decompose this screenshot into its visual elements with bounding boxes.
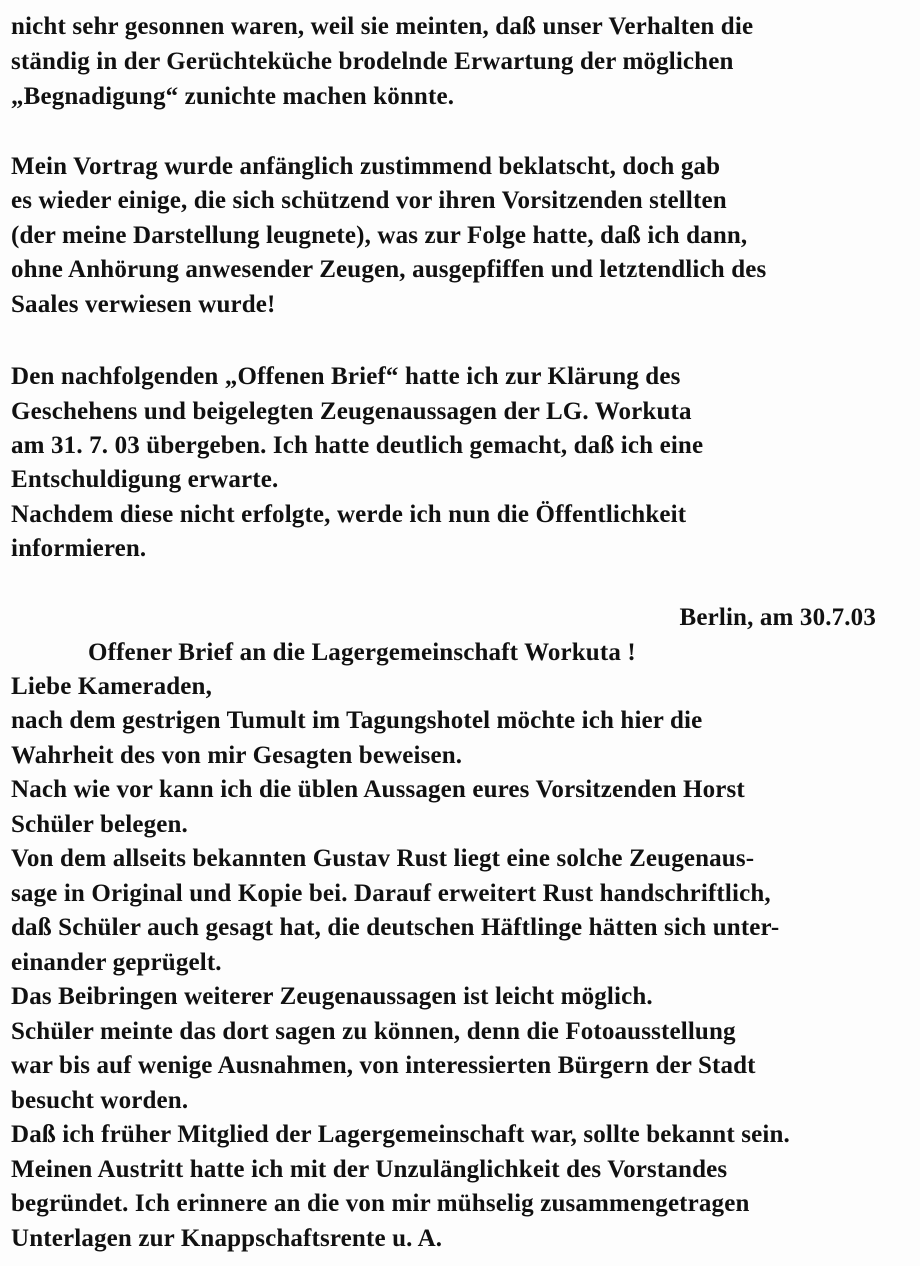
text-line: es wieder einige, die sich schützend vor ihren Vorsitzenden stellten <box>11 187 727 214</box>
letter-line: Das Beibringen weiterer Zeugenaussagen ist leicht möglich. <box>11 983 653 1010</box>
letter-line: besucht worden. <box>11 1087 189 1114</box>
text-line: Entschuldigung erwarte. <box>11 466 279 493</box>
text-line: Saales verwiesen wurde! <box>11 291 276 318</box>
letter-line: Wahrheit des von mir Gesagten beweisen. <box>11 742 463 769</box>
letter-line: begründet. Ich erinnere an die von mir mühselig zusammengetragen <box>11 1190 750 1217</box>
text-line: nicht sehr gesonnen waren, weil sie meinten, daß unser Verhalten die <box>11 13 754 40</box>
letter-line: daß Schüler auch gesagt hat, die deutschen Häftlinge hätten sich unter- <box>11 914 780 941</box>
text-line: informieren. <box>11 535 147 562</box>
letter-line: Unterlagen zur Knappschaftsrente u. A. <box>11 1225 443 1252</box>
letter-line: war bis auf wenige Ausnahmen, von interessierten Bürgern der Stadt <box>11 1052 756 1079</box>
letter-line: Nach wie vor kann ich die üblen Aussagen eures Vorsitzenden Horst <box>11 776 745 803</box>
letter-line: sage in Original und Kopie bei. Darauf erweitert Rust handschriftlich, <box>11 880 771 907</box>
text-line: am 31. 7. 03 übergeben. Ich hatte deutlich gemacht, daß ich eine <box>11 432 704 459</box>
text-line: Mein Vortrag wurde anfänglich zustimmend beklatscht, doch gab <box>11 153 721 180</box>
letter-line: Daß ich früher Mitglied der Lagergemeinschaft war, sollte bekannt sein. <box>11 1121 790 1148</box>
letter-salutation: Liebe Kameraden, <box>11 673 212 700</box>
text-line: Den nachfolgenden „Offenen Brief“ hatte ich zur Klärung des <box>11 363 681 390</box>
text-line: ständig in der Gerüchteküche brodelnde Erwartung der möglichen <box>11 48 734 75</box>
text-line: Geschehens und beigelegten Zeugenaussagen der LG. Workuta <box>11 398 692 425</box>
letter-line: Schüler belegen. <box>11 811 188 838</box>
letter-line: Schüler meinte das dort sagen zu können, denn die Fotoausstellung <box>11 1018 736 1045</box>
letter-date: Berlin, am 30.7.03 <box>679 604 876 631</box>
letter-line: Von dem allseits bekannten Gustav Rust liegt eine solche Zeugenaus- <box>11 845 755 872</box>
letter-title: Offener Brief an die Lagergemeinschaft Workuta ! <box>88 639 636 666</box>
letter-line: Meinen Austritt hatte ich mit der Unzulänglichkeit des Vorstandes <box>11 1156 728 1183</box>
text-line: (der meine Darstellung leugnete), was zur Folge hatte, daß ich dann, <box>11 222 748 249</box>
text-line: Nachdem diese nicht erfolgte, werde ich nun die Öffentlichkeit <box>11 501 687 528</box>
text-line: „Begnadigung“ zunichte machen könnte. <box>11 83 455 110</box>
letter-line: nach dem gestrigen Tumult im Tagungshotel möchte ich hier die <box>11 707 703 734</box>
text-line: ohne Anhörung anwesender Zeugen, ausgepfiffen und letztendlich des <box>11 256 767 283</box>
letter-line: einander geprügelt. <box>11 949 222 976</box>
